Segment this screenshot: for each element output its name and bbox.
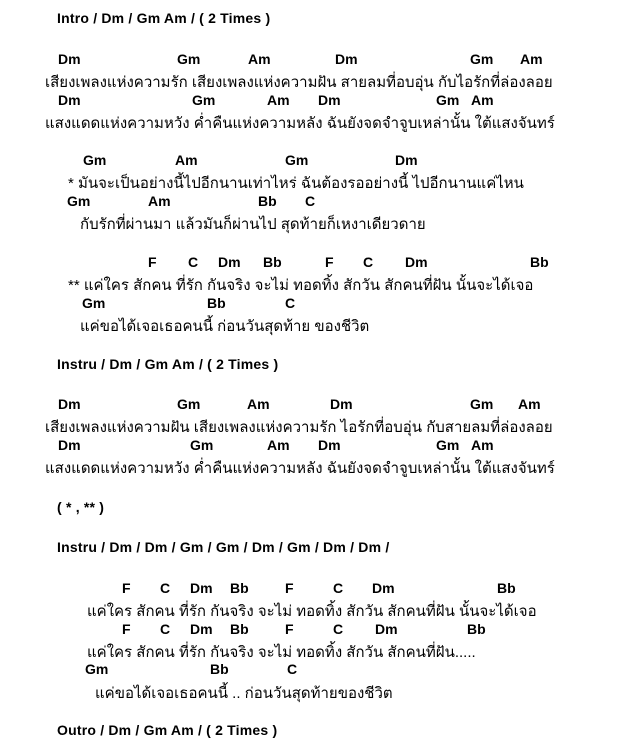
- chord: Dm: [318, 437, 341, 453]
- chord-line: [0, 51, 620, 71]
- chord: Am: [471, 437, 494, 453]
- chord: Gm: [83, 152, 107, 168]
- chord-line: [0, 580, 620, 600]
- lyric-line: [0, 212, 620, 232]
- chord: C: [363, 254, 374, 270]
- chord: Bb: [230, 580, 249, 596]
- chord: Dm: [190, 580, 213, 596]
- chord: F: [122, 580, 131, 596]
- chord: Am: [518, 396, 541, 412]
- chord: C: [160, 580, 171, 596]
- lyric-line: [0, 70, 620, 90]
- chord: F: [148, 254, 157, 270]
- lyric-text: เสียงเพลงแห่งความฝัน เสียงเพลงแห่งความรัก ไอรักที่อบอุ่น กับสายลมที่ล่องลอย: [45, 419, 553, 436]
- chord: Gm: [436, 437, 460, 453]
- chord: Gm: [192, 92, 216, 108]
- chord-line: [0, 193, 620, 213]
- chord: F: [122, 621, 131, 637]
- lyric-text: เสียงเพลงแห่งความรัก เสียงเพลงแห่งความฝัน สายลมที่อบอุ่น กับไอรักที่ล่องลอย: [45, 74, 553, 91]
- lyric-line: [0, 599, 620, 619]
- chord: Dm: [58, 396, 81, 412]
- lyric-line: [0, 681, 620, 701]
- chord: C: [285, 295, 296, 311]
- lyric-line: [0, 171, 620, 191]
- chord: Gm: [177, 51, 201, 67]
- chord: Bb: [210, 661, 229, 677]
- chord: Gm: [436, 92, 460, 108]
- chord: Gm: [470, 396, 494, 412]
- chord: F: [285, 580, 294, 596]
- chord: C: [305, 193, 316, 209]
- section-label: Instru / Dm / Gm Am / ( 2 Times ): [57, 356, 279, 372]
- chord: Dm: [330, 396, 353, 412]
- chord: Gm: [82, 295, 106, 311]
- lyric-text: แค่ขอได้เจอเธอคนนี้ .. ก่อนวันสุดท้ายของชีวิต: [95, 685, 393, 702]
- lyric-line: [0, 415, 620, 435]
- chord: Dm: [218, 254, 241, 270]
- lyric-text: แสงแดดแห่งความหวัง ค่ำคืนแห่งความหลัง ฉันยังจดจำจูบเหล่านั้น ใต้แสงจันทร์: [45, 115, 555, 132]
- lyric-text: แค่ใคร สักคน ที่รัก กันจริง จะไม่ ทอดทิ้ง สักวัน สักคนที่ฝัน.....: [87, 644, 476, 661]
- chord: Dm: [335, 51, 358, 67]
- chord: Dm: [58, 92, 81, 108]
- chord: Dm: [405, 254, 428, 270]
- section-label: Instru / Dm / Dm / Gm / Gm / Dm / Gm / Dm / Dm /: [57, 539, 390, 555]
- chord-line: [0, 295, 620, 315]
- section-label: Intro / Dm / Gm Am / ( 2 Times ): [57, 10, 271, 26]
- lyric-text: ** แค่ใคร สักคน ที่รัก กันจริง จะไม่ ทอดทิ้ง สักวัน สักคนที่ฝัน นั้นจะได้เจอ: [68, 277, 534, 294]
- chord-line: [0, 92, 620, 112]
- chord: Dm: [375, 621, 398, 637]
- lyric-text: * มันจะเป็นอย่างนี้ไปอีกนานเท่าไหร่ ฉันต้องรออย่างนี้ ไปอีกนานแค่ไหน: [68, 175, 524, 192]
- chord: Am: [267, 437, 290, 453]
- chord: Am: [148, 193, 171, 209]
- chord: Dm: [318, 92, 341, 108]
- chord: Bb: [467, 621, 486, 637]
- chord: Am: [247, 396, 270, 412]
- chord-line: [0, 661, 620, 681]
- chord: Gm: [177, 396, 201, 412]
- chord: Gm: [85, 661, 109, 677]
- lyric-line: [0, 273, 620, 293]
- section-label-line: [0, 10, 620, 30]
- chord: F: [285, 621, 294, 637]
- chord: Am: [520, 51, 543, 67]
- section-label: Outro / Dm / Gm Am / ( 2 Times ): [57, 722, 278, 738]
- chord: Dm: [395, 152, 418, 168]
- chord: Bb: [207, 295, 226, 311]
- lyric-text: แค่ขอได้เจอเธอคนนี้ ก่อนวันสุดท้าย ของชีวิต: [80, 318, 370, 335]
- chord: Dm: [58, 51, 81, 67]
- lyric-text: กับรักที่ผ่านมา แล้วมันก็ผ่านไป สุดท้ายก็เหงาเดียวดาย: [80, 216, 426, 233]
- section-label-line: [0, 356, 620, 376]
- chord: Am: [248, 51, 271, 67]
- chord: Dm: [190, 621, 213, 637]
- chord-line: [0, 152, 620, 172]
- lyric-line: [0, 640, 620, 660]
- lyric-text: แสงแดดแห่งความหวัง ค่ำคืนแห่งความหลัง ฉันยังจดจำจูบเหล่านั้น ใต้แสงจันทร์: [45, 460, 555, 477]
- section-label-line: [0, 499, 620, 519]
- chord: Am: [471, 92, 494, 108]
- chord: Dm: [372, 580, 395, 596]
- chord: C: [160, 621, 171, 637]
- chord: Bb: [497, 580, 516, 596]
- lyric-line: [0, 456, 620, 476]
- chord: Bb: [263, 254, 282, 270]
- chord-line: [0, 621, 620, 641]
- chord: Am: [175, 152, 198, 168]
- chord-line: [0, 254, 620, 274]
- section-label-line: [0, 722, 620, 742]
- lyric-text: แค่ใคร สักคน ที่รัก กันจริง จะไม่ ทอดทิ้ง สักวัน สักคนที่ฝัน นั้นจะได้เจอ: [87, 603, 537, 620]
- chord: Dm: [58, 437, 81, 453]
- chord: Gm: [470, 51, 494, 67]
- chord: Gm: [67, 193, 91, 209]
- chord: C: [333, 580, 344, 596]
- chord: Gm: [285, 152, 309, 168]
- chord: C: [287, 661, 298, 677]
- chord: C: [188, 254, 199, 270]
- chord-line: [0, 437, 620, 457]
- chord: Am: [267, 92, 290, 108]
- chord: Bb: [230, 621, 249, 637]
- section-label: ( * , ** ): [57, 499, 105, 515]
- chord: Gm: [190, 437, 214, 453]
- chord: F: [325, 254, 334, 270]
- chord: Bb: [258, 193, 277, 209]
- chord-line: [0, 396, 620, 416]
- chord: Bb: [530, 254, 549, 270]
- lyric-line: [0, 314, 620, 334]
- lyric-line: [0, 111, 620, 131]
- section-label-line: [0, 539, 620, 559]
- chord: C: [333, 621, 344, 637]
